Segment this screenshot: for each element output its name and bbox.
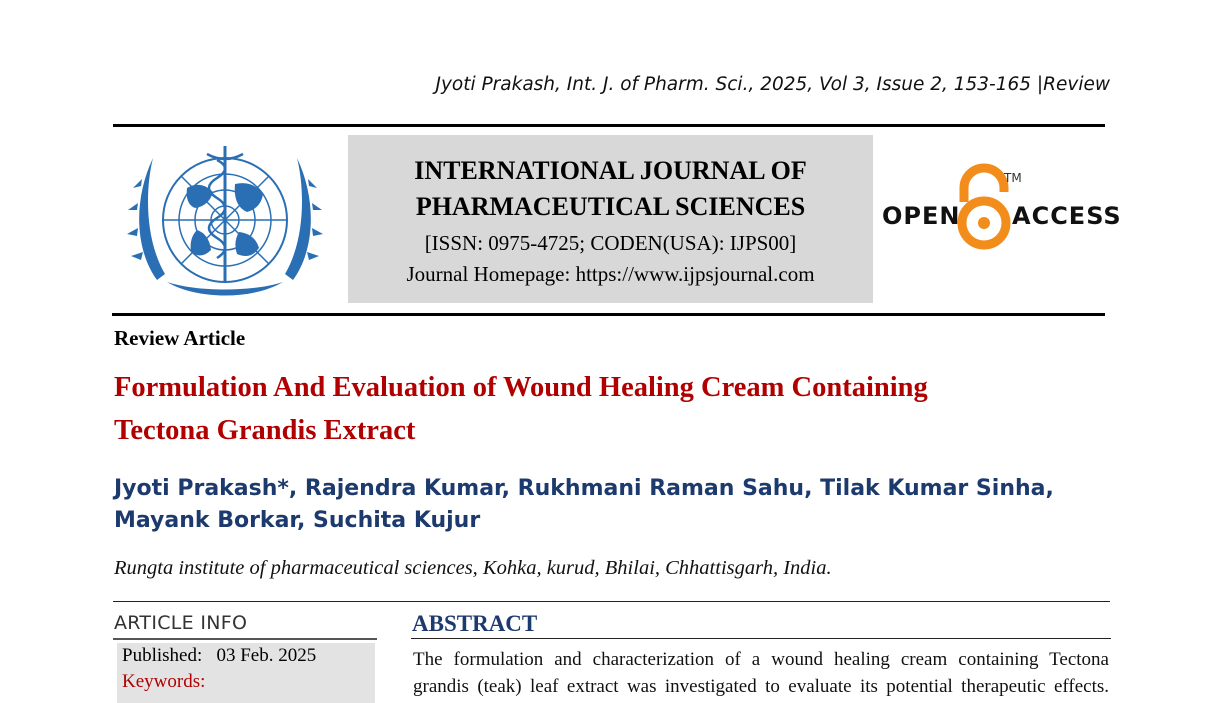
open-access-logo — [878, 162, 1122, 252]
journal-homepage: Journal Homepage: https://www.ijpsjournal.com — [406, 262, 815, 286]
abstract-rule — [411, 638, 1111, 639]
published-label: Published: — [122, 645, 203, 666]
keywords-label: Keywords: — [122, 671, 206, 692]
header-rule-bottom — [112, 313, 1105, 316]
article-type: Review Article — [114, 326, 246, 350]
trademark-mark: TM — [1004, 171, 1022, 185]
article-info-heading: ARTICLE INFO — [114, 612, 248, 634]
journal-name — [348, 153, 873, 225]
abstract-line1: The formulation and characterization of a wound healing cream containing Tectona — [413, 649, 1109, 670]
author-list-line2: Mayank Borkar, Suchita Kujur — [114, 508, 481, 533]
author-list — [114, 473, 1104, 537]
published-row — [122, 645, 316, 667]
abstract-text — [413, 646, 1109, 700]
open-access-right-text: ACCESS — [1012, 202, 1122, 230]
article-title — [114, 366, 1104, 452]
abstract-heading: ABSTRACT — [412, 611, 538, 636]
author-list-line1: Jyoti Prakash*, Rajendra Kumar, Rukhmani Raman Sahu, Tilak Kumar Sinha, — [114, 476, 1054, 501]
author-affiliation: Rungta institute of pharmaceutical sciences, Kohka, kurud, Bhilai, Chhattisgarh, India. — [114, 557, 832, 579]
article-info-rule — [113, 638, 377, 640]
article-title-line1: Formulation And Evaluation of Wound Healing Cream Containing — [114, 372, 928, 403]
affiliation-rule — [113, 601, 1110, 602]
journal-masthead-box — [348, 135, 873, 303]
published-date: 03 Feb. 2025 — [216, 645, 317, 666]
running-header-citation: Jyoti Prakash, Int. J. of Pharm. Sci., 2025, Vol 3, Issue 2, 153-165 |Review — [435, 74, 1110, 95]
journal-issn: [ISSN: 0975-4725; CODEN(USA): IJPS00] — [424, 231, 797, 255]
journal-name-line1: INTERNATIONAL JOURNAL OF — [414, 156, 807, 185]
journal-emblem-logo — [127, 140, 323, 306]
header-rule-top — [113, 124, 1105, 127]
article-title-line2: Tectona Grandis Extract — [114, 415, 416, 446]
abstract-line2: grandis (teak) leaf extract was investigated to evaluate its potential therapeutic effects. — [413, 676, 1109, 697]
journal-name-line2: PHARMACEUTICAL SCIENCES — [415, 192, 806, 221]
open-access-left-text: OPEN — [882, 202, 961, 230]
